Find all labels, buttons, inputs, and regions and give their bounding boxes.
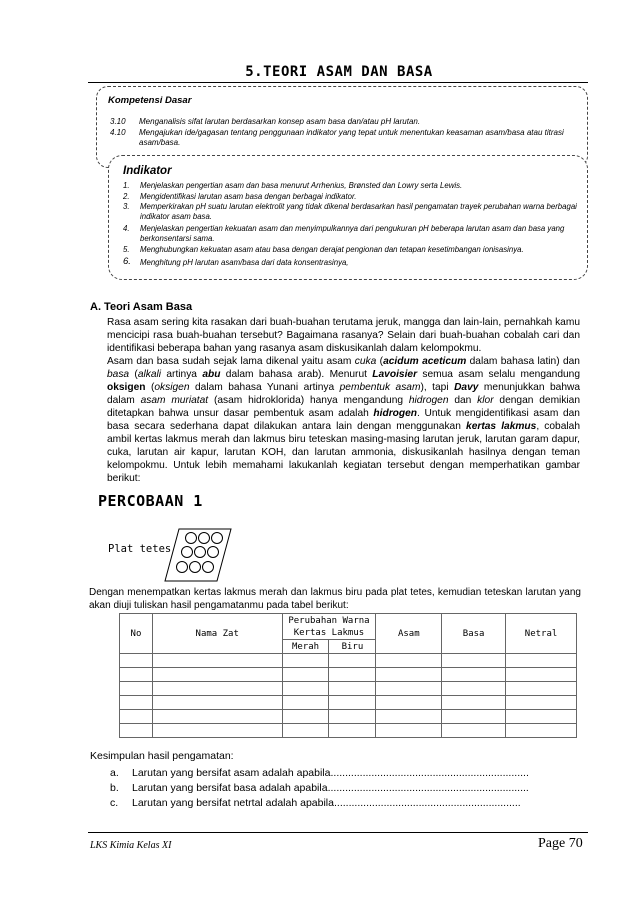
indikator-text: Memperkirakan pH suatu larutan elektrolit yang tidak dikenal berdasarkan hasil pengamatan trayek perubahan warna berbagai indikator asam basa. (140, 202, 577, 221)
indikator-num: 6. (123, 256, 131, 267)
indikator-text: Menghubungkan kekuatan asam atau basa dengan derajat pengionan dan tetapan kesetimbangan ionisasinya. (140, 245, 524, 254)
kesimpulan-item: Larutan yang bersifat basa adalah apabila..................................................................... (132, 782, 529, 794)
indikator-text: Menghitung pH larutan asam/basa dari data konsentrasinya, (140, 258, 349, 267)
page-number: Page 70 (538, 836, 583, 851)
footer-title: LKS Kimia Kelas XI (90, 840, 172, 851)
kesimpulan-label: c. (110, 797, 119, 809)
col-header-no: No (120, 614, 153, 654)
table-row (120, 724, 577, 738)
indikator-text: Menjelaskan pengertian kekuatan asam dan menyimpulkannya dari pengukuran pH beberapa larutan asam dan basa yang berkonsentarsi sama. (140, 224, 565, 243)
section-body (107, 316, 580, 485)
indikator-num: 3. (123, 202, 130, 211)
indikator-text: Menjelaskan pengertian asam dan basa menurut Arrhenius, Brønsted dan Lowry serta Lewis. (140, 181, 463, 190)
indikator-num: 2. (123, 192, 130, 201)
indikator-num: 1. (123, 181, 130, 190)
indikator-heading: Indikator (123, 165, 172, 177)
table-row (120, 668, 577, 682)
col-header-nama-zat: Nama Zat (152, 614, 282, 654)
indikator-num: 5. (123, 245, 130, 254)
plate-outline (165, 529, 231, 581)
table-row (120, 710, 577, 724)
plat-tetes-label: Plat tetes (108, 543, 172, 555)
col-header-biru: Biru (329, 640, 376, 654)
table-row (120, 682, 577, 696)
kesimpulan-heading: Kesimpulan hasil pengamatan: (90, 750, 234, 762)
col-header-perubahan: Perubahan Warna Kertas Lakmus (282, 614, 376, 640)
kesimpulan-label: a. (110, 767, 119, 779)
table-row (120, 696, 577, 710)
col-header-netral: Netral (506, 614, 577, 654)
col-header-basa: Basa (442, 614, 506, 654)
observation-table (119, 613, 577, 738)
paragraph-1: Rasa asam sering kita rasakan dari buah-buahan terutama jeruk, mangga dan lain-lain, pernahkah kamu mencicipi rasa buah-buahan tersebut? Bagaimana rasanya? Selain dari buah-buahan cobalah cari dan identifikasi beberapa bahan yang rasanya asam diskusikanlah dalam kelompokmu. (107, 317, 580, 354)
section-heading: A. Teori Asam Basa (90, 301, 193, 313)
table-row (120, 654, 577, 668)
kesimpulan-item: Larutan yang bersifat asam adalah apabila.................................................................... (132, 767, 529, 779)
kesimpulan-item: Larutan yang bersifat netrtal adalah apabila................................................................ (132, 797, 521, 809)
col-header-merah: Merah (282, 640, 329, 654)
title-rule (88, 82, 588, 83)
footer-rule (88, 832, 588, 833)
kd-text: Mengajukan ide/gagasan tentang penggunaan indikator yang tepat untuk menentukan keasaman asam/basa atau titrasi asam/basa. (139, 128, 564, 147)
percobaan-heading: PERCOBAAN 1 (98, 492, 203, 510)
plat-tetes-illustration (163, 527, 233, 583)
kesimpulan-label: b. (110, 782, 119, 794)
col-header-asam: Asam (376, 614, 442, 654)
indikator-num: 4. (123, 224, 130, 233)
kd-text: Menganalisis sifat larutan berdasarkan konsep asam basa dan/atau pH larutan. (139, 117, 421, 126)
kd-num: 4.10 (110, 128, 126, 137)
paragraph-2: Asam dan basa sudah sejak lama dikenal yaitu asam cuka (acidum aceticum dalam bahasa latin) dan basa (alkali artinya abu dalam bahasa arab). Menurut Lavoisier semua asam selalu mengandung oksigen (oksigen dalam bahasa Yunani artinya pembentuk asam), tapi Davy menunjukkan bahwa dalam asam muriatat (asam hidroklorida) hanya mengandung hidrogen dan klor dengan demikian ditetapkan bahwa unsur dasar pembentuk asam adalah hidrogen. Untuk mengidentifikasi asam dan basa secara sederhana dapat dilakukan antara lain dengan menggunakan kertas lakmus, cobalah ambil kertas lakmus merah dan lakmus biru teteskan masing-masing larutan jeruk, larutan garam dapur, cuka, larutan air kapur, larutan KOH, dan larutan ammonia, diskusikanlah hasilnya dengan teman kelompokmu. Untuk lebih memahami lakukanlah kegiatan tersebut dengan memperhatikan gambar berikut: (107, 356, 581, 484)
page-title: 5.TEORI ASAM DAN BASA (245, 64, 433, 80)
kd-num: 3.10 (110, 117, 126, 126)
percobaan-intro: Dengan menempatkan kertas lakmus merah dan lakmus biru pada plat tetes, kemudian teteskan larutan yang akan diuji tuliskan hasil pengamatanmu pada tabel berikut: (89, 587, 581, 611)
indikator-text: Mengidentifikasi larutan asam basa dengan berbagai indikator. (140, 192, 357, 201)
kompetensi-heading: Kompetensi Dasar (108, 95, 192, 106)
